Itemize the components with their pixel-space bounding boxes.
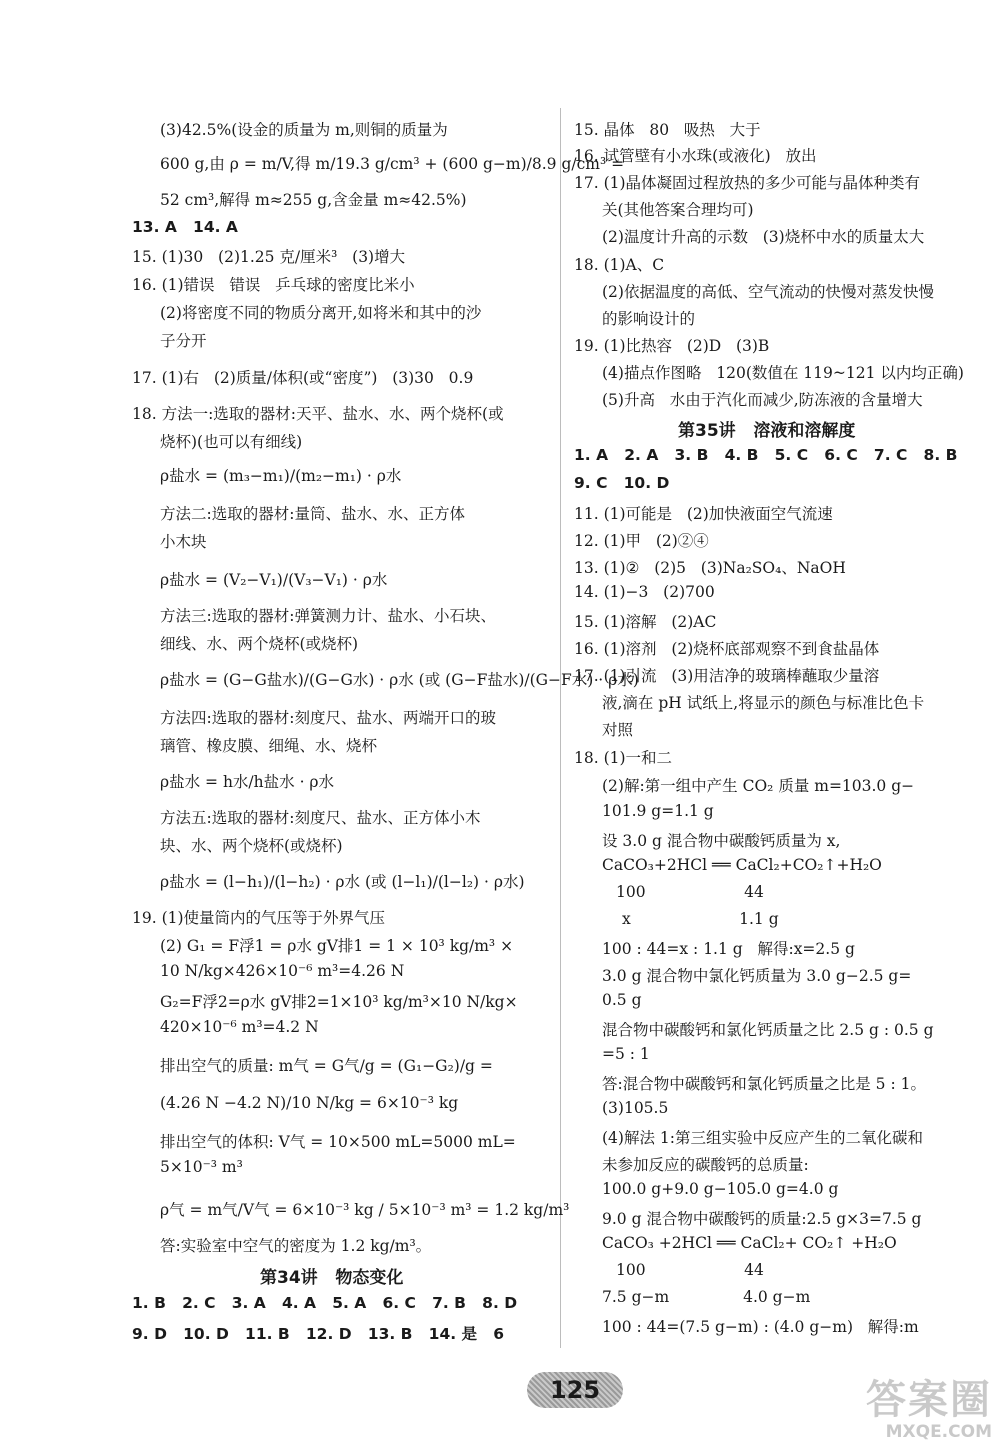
answer-line: 15. (1)30 (2)1.25 克/厘米³ (3)增大	[132, 248, 406, 266]
equation-line: 100 44	[616, 1261, 764, 1279]
answer-line: 19. (1)比热容 (2)D (3)B	[574, 337, 770, 355]
section-heading: 第35讲 溶液和溶解度	[678, 421, 856, 441]
answer-line: 17. (1)引流 (3)用洁净的玻璃棒蘸取少量溶	[574, 667, 880, 685]
text-line: 烧杯)(也可以有细线)	[160, 433, 303, 451]
answer-line: 14. (1)−3 (2)700	[574, 583, 715, 601]
answer-line: 17. (1)右 (2)质量/体积(或“密度”) (3)30 0.9	[132, 369, 474, 387]
text-line: 0.5 g	[602, 991, 642, 1009]
text-line: (2)温度计升高的示数 (3)烧杯中水的质量太大	[602, 228, 925, 246]
answer-line: 18. (1)一和二	[574, 749, 673, 767]
answer-line: 15. 晶体 80 吸热 大于	[574, 121, 761, 139]
column-divider	[560, 108, 561, 1348]
formula-line: (4.26 N −4.2 N)/10 N/kg = 6×10⁻³ kg	[160, 1094, 459, 1112]
answer-line: 16. 试管壁有小水珠(或液化) 放出	[574, 147, 817, 165]
text-line: 答:实验室中空气的密度为 1.2 kg/m³。	[160, 1237, 432, 1255]
formula-line: ρ盐水 = h水/h盐水 · ρ水	[160, 773, 335, 791]
text-line: 排出空气的体积: V气 = 10×500 mL=5000 mL=	[160, 1133, 516, 1151]
answer-line: 1. B 2. C 3. A 4. A 5. A 6. C 7. B 8. D	[132, 1294, 518, 1312]
text-line: 的影响设计的	[602, 310, 696, 328]
text-line: 答:混合物中碳酸钙和氯化钙质量之比是 5 : 1。	[602, 1075, 926, 1093]
formula-line: ρ盐水 = (m₃−m₁)/(m₂−m₁) · ρ水	[160, 467, 402, 485]
equation-line: CaCO₃+2HCl ══ CaCl₂+CO₂↑+H₂O	[602, 856, 882, 874]
equation-line: 100 44	[616, 883, 764, 901]
text-line: 未参加反应的碳酸钙的总质量:	[602, 1156, 809, 1174]
text-line: 600 g,由 ρ = m/V,得 m/19.3 g/cm³ + (600 g−m)/8.9 g/cm³ =	[160, 155, 625, 173]
text-line: (2)依据温度的高低、空气流动的快慢对蒸发快慢	[602, 283, 934, 301]
text-line: 100 : 44=(7.5 g−m) : (4.0 g−m) 解得:m	[602, 1318, 919, 1336]
text-line: 关(其他答案合理均可)	[602, 201, 754, 219]
answer-line: 18. (1)A、C	[574, 256, 665, 274]
text-line: 3.0 g 混合物中氯化钙质量为 3.0 g−2.5 g=	[602, 967, 912, 985]
text-line: 100.0 g+9.0 g−105.0 g=4.0 g	[602, 1180, 839, 1198]
text-line: 璃管、橡皮膜、细绳、水、烧杯	[160, 737, 378, 755]
answer-line: 19. (1)使量筒内的气压等于外界气压	[132, 909, 386, 927]
text-line: 方法四:选取的器材:刻度尺、盐水、两端开口的玻	[160, 709, 496, 727]
text-line: 混合物中碳酸钙和氯化钙质量之比 2.5 g : 0.5 g	[602, 1021, 934, 1039]
answer-line: 12. (1)甲 (2)②④	[574, 532, 709, 550]
answer-line: 15. (1)溶解 (2)AC	[574, 613, 717, 631]
formula-line: 排出空气的质量: m气 = G气/g = (G₁−G₂)/g =	[160, 1057, 493, 1075]
answer-line: 13. A 14. A	[132, 218, 238, 236]
text-line: (4)解法 1:第三组实验中反应产生的二氧化碳和	[602, 1129, 923, 1147]
equation-line: 7.5 g−m 4.0 g−m	[602, 1288, 811, 1306]
section-heading: 第34讲 物态变化	[260, 1268, 404, 1288]
text-line: 方法二:选取的器材:量筒、盐水、水、正方体	[160, 505, 465, 523]
answer-line: 11. (1)可能是 (2)加快液面空气流速	[574, 505, 833, 523]
answer-line: 16. (1)错误 错误 乒乓球的密度比米小	[132, 276, 415, 294]
answer-line: 18. 方法一:选取的器材:天平、盐水、水、两个烧杯(或	[132, 405, 504, 423]
formula-line: ρ盐水 = (l−h₁)/(l−h₂) · ρ水 (或 (l−l₁)/(l−l₂) · ρ水)	[160, 873, 525, 891]
text-line: 对照	[602, 721, 634, 739]
answer-line: 9. C 10. D	[574, 474, 670, 492]
text-line: 小木块	[160, 533, 207, 551]
equation-line: x 1.1 g	[622, 910, 779, 928]
text-line: =5 : 1	[602, 1045, 650, 1063]
equation-line: CaCO₃ +2HCl ══ CaCl₂+ CO₂↑ +H₂O	[602, 1234, 897, 1252]
page-number: 125	[549, 1376, 601, 1404]
answer-line: 13. (1)② (2)5 (3)Na₂SO₄、NaOH	[574, 559, 846, 577]
text-line: 子分开	[160, 332, 207, 350]
watermark-text: 答案圈	[866, 1377, 992, 1423]
text-line: 5×10⁻³ m³	[160, 1158, 243, 1176]
text-line: (3)42.5%(设金的质量为 m,则铜的质量为	[160, 121, 448, 139]
text-line: 9.0 g 混合物中碳酸钙的质量:2.5 g×3=7.5 g	[602, 1210, 922, 1228]
text-line: (2)将密度不同的物质分离开,如将米和其中的沙	[160, 304, 482, 322]
watermark-logo	[802, 1378, 992, 1446]
formula-line: ρ盐水 = (G−G盐水)/(G−G水) · ρ水 (或 (G−F盐水)/(G−F水) · ρ水)	[160, 671, 639, 689]
formula-line: ρ气 = m气/V气 = 6×10⁻³ kg / 5×10⁻³ m³ = 1.2 kg/m³	[160, 1201, 570, 1219]
watermark-url: MXQE.COM	[885, 1422, 992, 1442]
text-line: 液,滴在 pH 试纸上,将显示的颜色与标准比色卡	[602, 694, 925, 712]
formula-line: ρ盐水 = (V₂−V₁)/(V₃−V₁) · ρ水	[160, 571, 388, 589]
text-line: 420×10⁻⁶ m³=4.2 N	[160, 1018, 319, 1036]
text-line: 101.9 g=1.1 g	[602, 802, 714, 820]
answer-line: 1. A 2. A 3. B 4. B 5. C 6. C 7. C 8. B	[574, 446, 958, 464]
text-line: 10 N/kg×426×10⁻⁶ m³=4.26 N	[160, 962, 405, 980]
text-line: (2) G₁ = F浮1 = ρ水 gV排1 = 1 × 10³ kg/m³ ×	[160, 937, 514, 955]
text-line: 设 3.0 g 混合物中碳酸钙质量为 x,	[602, 832, 841, 850]
text-line: 块、水、两个烧杯(或烧杯)	[160, 837, 343, 855]
text-line: 方法三:选取的器材:弹簧测力计、盐水、小石块、	[160, 607, 496, 625]
text-line: G₂=F浮2=ρ水 gV排2=1×10³ kg/m³×10 N/kg×	[160, 993, 518, 1011]
text-line: 52 cm³,解得 m≈255 g,含金量 m≈42.5%)	[160, 191, 467, 209]
answer-line: 17. (1)晶体凝固过程放热的多少可能与晶体种类有	[574, 174, 921, 192]
text-line: (2)解:第一组中产生 CO₂ 质量 m=103.0 g−	[602, 777, 915, 795]
text-line: (5)升高 水由于汽化而减少,防冻液的含量增大	[602, 391, 923, 409]
answer-line: 16. (1)溶剂 (2)烧杯底部观察不到食盐晶体	[574, 640, 880, 658]
text-line: 细线、水、两个烧杯(或烧杯)	[160, 635, 359, 653]
text-line: 100 : 44=x : 1.1 g 解得:x=2.5 g	[602, 940, 855, 958]
text-line: (3)105.5	[602, 1099, 669, 1117]
text-line: (4)描点作图略 120(数值在 119~121 以内均正确)	[602, 364, 964, 382]
text-line: 方法五:选取的器材:刻度尺、盐水、正方体小木	[160, 809, 481, 827]
answer-line: 9. D 10. D 11. B 12. D 13. B 14. 是 6	[132, 1325, 504, 1343]
page-number-badge	[527, 1372, 623, 1408]
